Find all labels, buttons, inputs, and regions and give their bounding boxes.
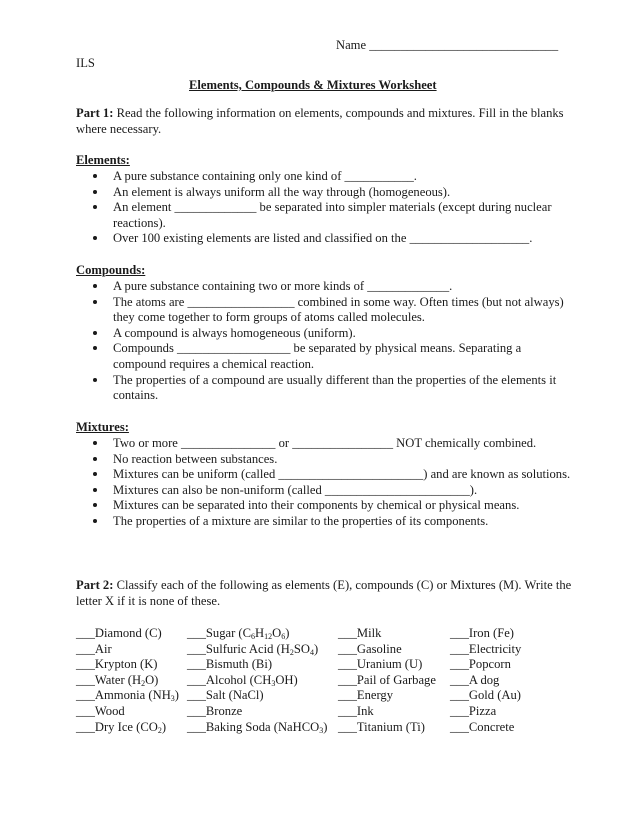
elements-heading: Elements:	[76, 153, 130, 167]
part1-label: Part 1:	[76, 106, 114, 120]
part1-instructions	[76, 106, 576, 137]
classify-row	[76, 657, 576, 673]
mixtures-list	[76, 436, 576, 530]
elements-list	[76, 169, 576, 247]
classify-row	[76, 626, 576, 642]
classify-row	[76, 688, 576, 704]
worksheet-title: Elements, Compounds & Mixtures Worksheet	[189, 78, 437, 92]
list-item: A pure substance containing two or more kinds of _____________.	[76, 279, 576, 295]
classify-item: ___Sulfuric Acid $(H_2SO_4)$	[187, 641, 319, 657]
classify-item: ___Uranium (U)	[338, 657, 423, 672]
classify-item: ___Alcohol $(CH_3OH)$	[187, 672, 298, 688]
classify-item: ___A dog	[450, 672, 500, 687]
classify-item: ___Iron (Fe)	[450, 626, 515, 640]
list-item: No reaction between substances.	[76, 452, 576, 468]
classify-row	[76, 642, 576, 658]
bullet-icon	[93, 300, 97, 304]
classify-item: ___Popcorn	[450, 657, 511, 672]
bullet-icon	[93, 331, 97, 335]
part2-text: Classify each of the following as elements (E), compounds (C) or Mixtures (M). Write the letter X if it is none of these.	[76, 578, 572, 608]
bullet-icon	[93, 488, 97, 492]
classify-item: ___Pizza	[450, 703, 497, 718]
list-item: A compound is always homogeneous (uniform).	[76, 326, 576, 342]
classify-item: ___Titanium (Ti)	[338, 719, 425, 734]
compounds-list	[76, 279, 576, 404]
classify-item: ___Dry Ice $(CO_2)$	[76, 719, 167, 735]
classify-item: ___Ink	[338, 703, 374, 718]
compounds-heading: Compounds:	[76, 263, 146, 277]
part2-instructions	[76, 578, 576, 609]
list-item: Two or more _______________ or ________________ NOT chemically combined.	[76, 436, 576, 452]
bullet-icon	[93, 205, 97, 209]
classify-item: ___Energy	[338, 688, 394, 703]
classify-row	[76, 704, 576, 720]
bullet-icon	[93, 441, 97, 445]
classify-item: ___Bronze	[187, 703, 243, 718]
list-item: A pure substance containing only one kind of ___________.	[76, 169, 576, 185]
classify-item: ___Baking Soda (NaHCO$_3$)	[187, 719, 328, 735]
bullet-icon	[93, 236, 97, 240]
classify-item: ___Ammonia $(NH_3)$	[76, 688, 179, 704]
mixtures-heading: Mixtures:	[76, 420, 129, 434]
classify-item: ___Gasoline	[338, 641, 402, 656]
list-item: Mixtures can also be non-uniform (called _______________________).	[76, 483, 576, 499]
classify-grid	[76, 626, 576, 735]
classify-item: ___Air	[76, 641, 112, 656]
bullet-icon	[93, 284, 97, 288]
classify-item: ___Diamond (C)	[76, 626, 162, 640]
list-item: Mixtures can be separated into their components by chemical or physical means.	[76, 498, 576, 514]
part2-label: Part 2:	[76, 578, 114, 592]
bullet-icon	[93, 346, 97, 350]
classify-item: ___Salt (NaCl)	[187, 688, 264, 703]
list-item: Mixtures can be uniform (called _______________________) and are known as solutions.	[76, 467, 576, 483]
bullet-icon	[93, 519, 97, 523]
bullet-icon	[93, 190, 97, 194]
classify-item: ___Milk	[338, 626, 382, 640]
list-item: The properties of a compound are usually different than the properties of the elements it contains.	[76, 373, 576, 404]
list-item: An element is always uniform all the way through (homogeneous).	[76, 185, 576, 201]
bullet-icon	[93, 457, 97, 461]
classify-row	[76, 720, 576, 736]
list-item: The properties of a mixture are similar to the properties of its components.	[76, 514, 576, 530]
bullet-icon	[93, 472, 97, 476]
classify-item: ___Gold (Au)	[450, 688, 522, 703]
classify-item: ___Electricity	[450, 641, 522, 656]
classify-item: ___Pail of Garbage	[338, 672, 436, 687]
classify-item: ___Wood	[76, 703, 125, 718]
list-item: An element _____________ be separated into simpler materials (except during nuclear reactions).	[76, 200, 576, 231]
class-label: ILS	[76, 56, 95, 70]
classify-item: ___Krypton (K)	[76, 657, 158, 672]
bullet-icon	[93, 174, 97, 178]
list-item: Compounds __________________ be separated by physical means. Separating a compound requires a chemical reaction.	[76, 341, 576, 372]
classify-item: ___Water $(H_2O)$	[76, 672, 159, 688]
bullet-icon	[93, 503, 97, 507]
classify-item: ___Concrete	[450, 719, 515, 734]
classify-row	[76, 673, 576, 689]
bullet-icon	[93, 378, 97, 382]
classify-item: ___Bismuth (Bi)	[187, 657, 273, 672]
list-item: Over 100 existing elements are listed and classified on the ___________________.	[76, 231, 576, 247]
part1-text: Read the following information on elements, compounds and mixtures. Fill in the blanks where necessary.	[76, 106, 564, 136]
name-line: Name ______________________________	[336, 38, 559, 52]
list-item: The atoms are _________________ combined in some way. Often times (but not always) they come together to form groups of atoms called molecules.	[76, 295, 576, 326]
classify-item: ___Sugar $(C_6H_{12}O_6)$	[187, 626, 290, 641]
